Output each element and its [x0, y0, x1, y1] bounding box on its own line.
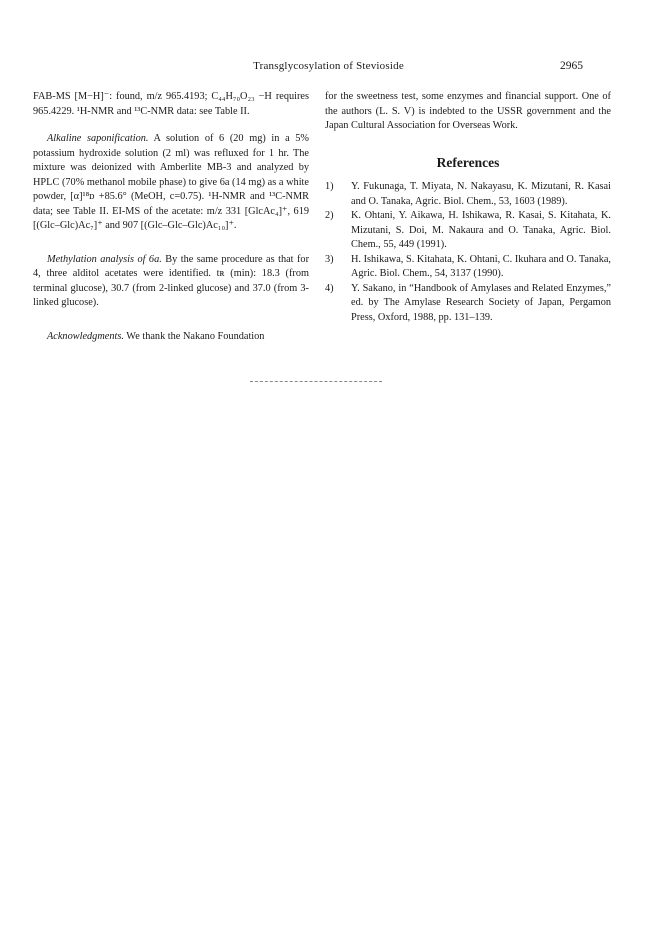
reference-number: 1): [325, 181, 334, 192]
reference-text: K. Ohtani, Y. Aikawa, H. Ishikawa, R. Kasai, S. Kitahata, K. Mizutani, S. Doi, M. Nakaura and O. Tanaka, Agric. Biol. Chem., 55, 449 (1991).: [351, 210, 611, 250]
reference-item: [325, 209, 611, 253]
reference-item: [325, 253, 611, 282]
methylation-analysis-paragraph: [33, 253, 309, 311]
reference-number: 2): [325, 210, 334, 221]
acknowledgments-paragraph: [33, 330, 309, 345]
end-rule: [250, 381, 382, 382]
acknowledgments-continuation: for the sweetness test, some enzymes and financial support. One of the authors (L. S. V) is indebted to the USSR government and the Japan Cultural Association for Overseas Work.: [325, 91, 611, 131]
alkaline-saponification-paragraph: [33, 132, 309, 234]
methylation-analysis-heading: Methylation analysis of 6a.: [47, 253, 162, 265]
reference-text: H. Ishikawa, S. Kitahata, K. Ohtani, C. Ikuhara and O. Tanaka, Agric. Biol. Chem., 54, 3137 (1990).: [351, 253, 611, 279]
reference-item: [325, 282, 611, 326]
references-heading: References: [436, 154, 500, 170]
reference-item: [325, 180, 611, 209]
alkaline-saponification-heading: Alkaline saponification.: [47, 133, 149, 144]
acknowledgments-heading: Acknowledgments.: [47, 330, 124, 342]
acknowledgments-body: We thank the Nakano Foundation: [123, 330, 265, 342]
right-column: [325, 90, 611, 325]
reference-number: 3): [325, 253, 334, 265]
alkaline-saponification-body: A solution of 6 (20 mg) in a 5% potassium hydroxide solution (2 ml) was refluxed for 1 hr. The mixture was deionized with Amberlite MB-3 and analyzed by HPLC (70% methanol mobile phase) to give 6a (14 mg) as a white powder, [α]¹⁸ᴅ +85.6° (MeOH, c=0.75). ¹H-NMR and ¹³C-NMR data; see Table II. EI-MS of the acetate: m/z 331 [GlcAc₄]⁺, 619 [(Glc–Glc)Ac₇]⁺ and 907 [(Glc–Glc–Glc)Ac₁₀]⁺.: [33, 133, 309, 231]
running-header-title: Transglycosylation of Stevioside: [253, 60, 404, 72]
reference-number: 4): [325, 282, 334, 294]
fab-ms-paragraph: FAB-MS [M−H]⁻: found, m/z 965.4193; C₄₄H₇₀O₂₃ −H requires 965.4229. ¹H-NMR and ¹³C-NMR data: see Table II.: [33, 91, 309, 117]
left-column: [33, 90, 309, 344]
reference-text: Y. Fukunaga, T. Miyata, N. Nakayasu, K. Mizutani, R. Kasai and O. Tanaka, Agric. Biol. Chem., 53, 1603 (1989).: [351, 181, 611, 207]
methylation-analysis-body: By the same procedure as that for 4, three alditol acetates were identified. tʀ (min): 18.3 (from terminal glucose), 30.7 (from 2-linked glucose) and 37.0 (from 3-linked glucose).: [33, 253, 310, 308]
page-number: 2965: [560, 60, 583, 72]
reference-text: Y. Sakano, in “Handbook of Amylases and Related Enzymes,” ed. by The Amylase Research Society of Japan, Pergamon Press, Oxford, 1988, pp. 131–139.: [351, 282, 611, 323]
references-list: [325, 180, 611, 325]
